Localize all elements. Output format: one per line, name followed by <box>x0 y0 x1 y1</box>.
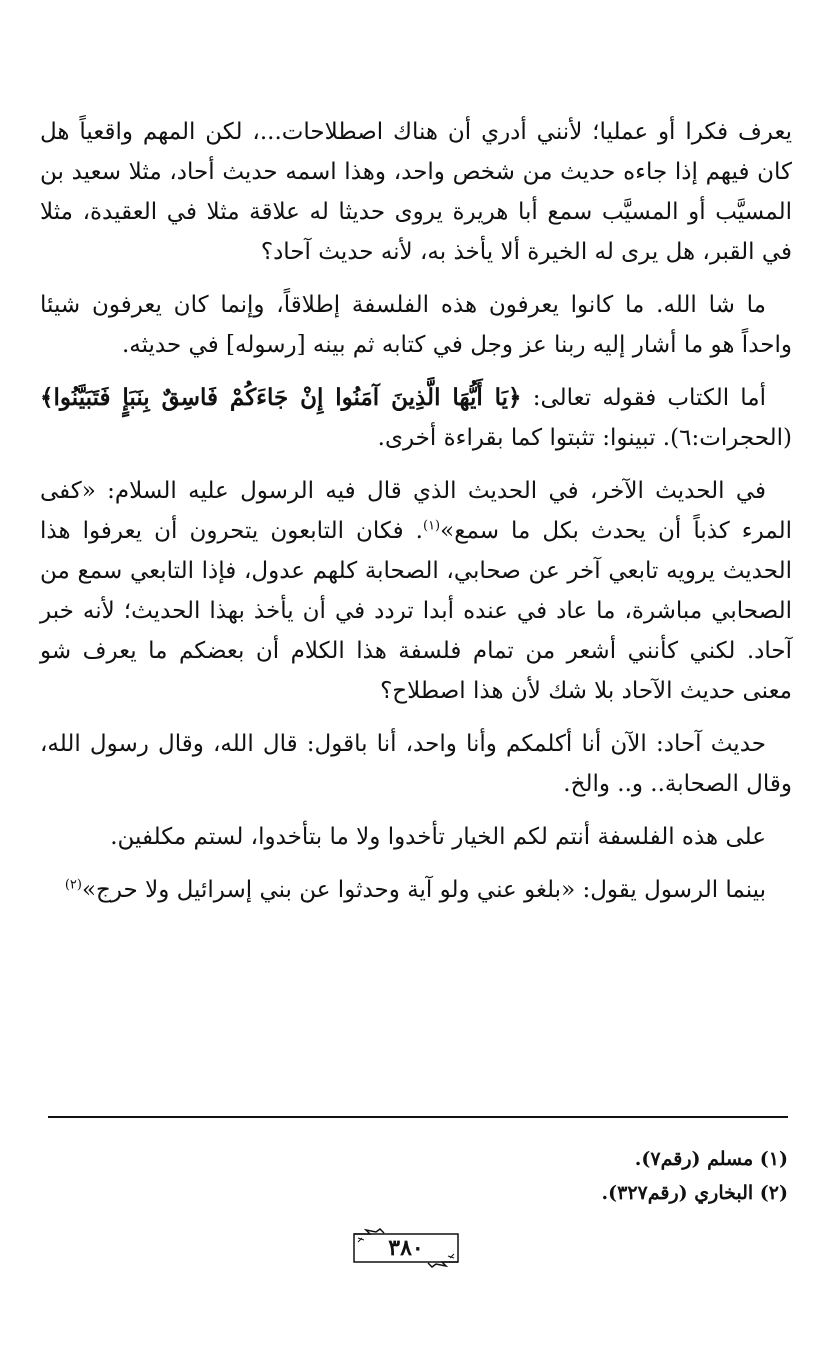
quran-verse: ﴿يَا أَيُّهَا الَّذِينَ آمَنُوا إِنْ جَاءَكُمْ فَاسِقٌ بِنَبَإٍ فَتَبَيَّنُوا﴾ <box>40 384 522 411</box>
page-number-frame <box>350 1228 462 1268</box>
paragraph-2: ما شا الله. ما كانوا يعرفون هذه الفلسفة إطلاقاً، وإنما كان يعرفون شيئا واحداً هو ما أشار إليه ربنا عز وجل في كتابه ثم بينه [رسوله] في حديثه. <box>40 292 792 358</box>
footnote-ref-1[interactable]: (١) <box>422 518 441 534</box>
paragraph-6: على هذه الفلسفة أنتم لكم الخيار تأخدوا ولا ما بتأخدوا، لستم مكلفين. <box>110 824 766 850</box>
paragraph-4 <box>40 471 792 711</box>
paragraph-3-rest: (الحجرات:٦). تبينوا: تثبتوا كما بقراءة أخرى. <box>377 425 792 451</box>
paragraph-7-text: بينما الرسول يقول: «بلغو عني ولو آية وحدثوا عن بني إسرائيل ولا حرج» <box>81 877 766 903</box>
footnote-divider <box>48 1116 788 1118</box>
paragraph-7 <box>40 870 792 910</box>
paragraph-4-rest: . فكان التابعون يتحرون أن يعرفوا هذا الحديث يرويه تابعي آخر عن صحابي، الصحابة كلهم عدول، فإذا التابعي سمع من الصحابي مباشرة، ما عاد في عنده أبدا تردد في أن يأخذ بهذا الحديث؛ لأنه خبر آحاد. لكني كأنني أشعر من تمام فلسفة هذا الكلام أن بعضكم ما يعرف شو معنى حديث الآحاد بلا شك لأن هذا اصطلاح؟ <box>40 518 792 704</box>
page-number: ٣٨٠ <box>388 1235 424 1261</box>
paragraph-5: حديث آحاد: الآن أنا أكلمكم وأنا واحد، أنا باقول: قال الله، وقال رسول الله، وقال الصحابة.. و.. والخ. <box>40 731 792 797</box>
footnotes <box>48 1142 788 1210</box>
page-body <box>40 112 792 923</box>
footnote-1: (١) مسلم (رقم٧). <box>634 1148 788 1170</box>
paragraph-1: يعرف فكرا أو عمليا؛ لأنني أدري أن هناك اصطلاحات...، لكن المهم واقعياً هل كان فيهم إذا جاءه حديث من شخص واحد، وهذا اسمه حديث أحاد، مثلا سعيد بن المسيَّب أو المسيَّب سمع أبا هريرة يروى حديثا له علاقة مثلا في العقيدة، مثلا في القبر، هل يرى له الخيرة ألا يأخذ به، لأنه حديث آحاد؟ <box>40 119 792 265</box>
footnote-ref-2[interactable]: (٢) <box>64 877 82 893</box>
paragraph-4-intro: في الحديث الآخر، في الحديث الذي قال فيه الرسول عليه السلام: «كفى المرء كذباً أن يحدث بكل ما سمع» <box>40 478 792 544</box>
footnote-2: (٢) البخاري (رقم٣٢٧). <box>601 1182 788 1204</box>
paragraph-3 <box>40 378 792 458</box>
paragraph-3-intro: أما الكتاب فقوله تعالى: <box>521 385 766 411</box>
